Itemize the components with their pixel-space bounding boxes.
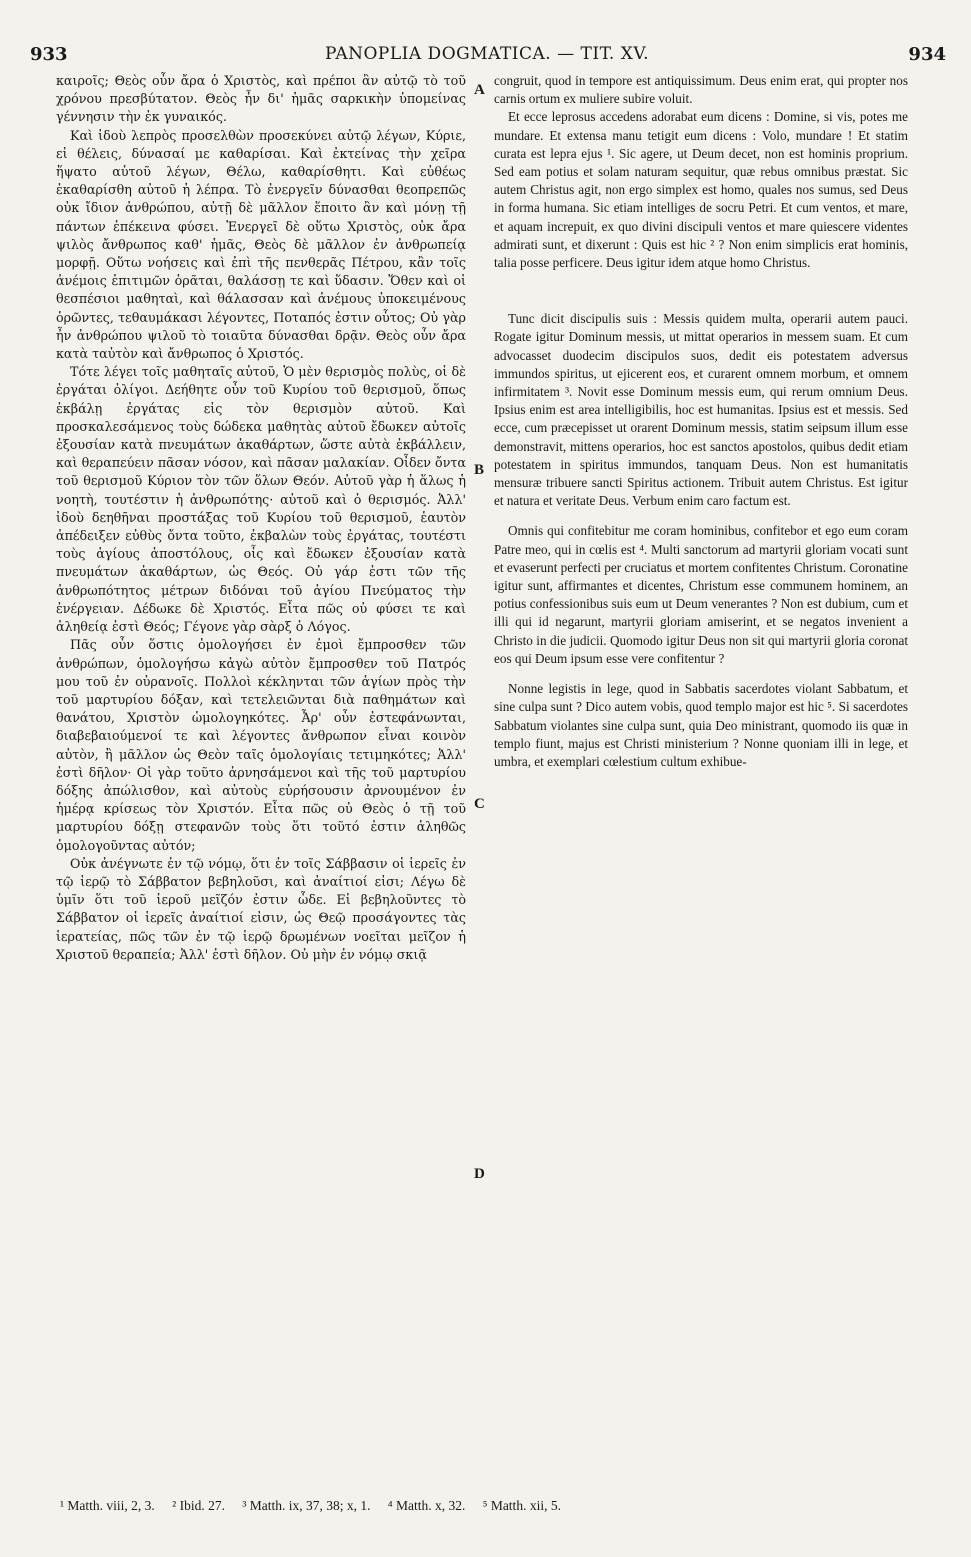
page-number-right: 934 [908,44,946,65]
footnote-5: ⁵ Matth. xii, 5. [482,1498,561,1513]
latin-paragraph-1: congruit, quod in tempore est antiquissimum. Deus enim erat, qui propter nos carnis ortum ex muliere subire voluit. [494,73,908,107]
latin-paragraph-4: Omnis qui confitebitur me coram hominibus, confitebor et ego eum coram Patre meo, qui in cœlis est ⁴. Multi sanctorum ad martyrii gloriam vocati sunt et evaserunt perfecti per cruciatus et mortem confitentes Christum. Coronatine igitur sunt, affirmantes et dicentes, Christum esse communem hominem, an potius confessionibus suis eum ut Deum venerantes ? Non est dubium, cum et illi qui id negarunt, martyrii gloriam amiserint, et se negatos invenient a Christo in die judicii. Quomodo igitur Deus non sit qui martyrii gloria coronat eos qui Deum ipsum esse vere confitentur ? [494,523,908,666]
footnote-4: ⁴ Matth. x, 32. [387,1498,466,1513]
page-header [28,44,946,70]
footnote-1: ¹ Matth. viii, 2, 3. [60,1498,155,1513]
latin-paragraph-3: Tunc dicit discipulis suis : Messis quidem multa, operarii autem pauci. Rogate igitur Dominum messis, ut mittat operarios in messem suam. Et cum advocasset duodecim discipulos suos, dedit eis potestatem adversus immundos spiritus, ut ejicerent eos, et curarent omnem morbum, et omnem infirmitatem ³. Novit esse Dominum messis eum, qui rerum omnium Deus. Ipsius enim est area intelligibilis, hoc est humanitas. Ipsius est et messis. Sed ecce, cum præcepisset ut orarent Dominum messis, statim seipsum illum esse demonstravit, mittens operarios, hoc est sanctos apostolos, quibus dedit etiam potestatem in spiritus immundos, tanquam Deus. Non est humanitatis mensuræ tribuere sancti Spiritus actionem. Tribuit autem Christus. Est igitur et natura et veritate Deus. Verbum enim caro factum est. [494,311,908,509]
margin-marker-c: C [474,796,485,812]
margin-marker-a: A [474,82,485,98]
latin-paragraph-5: Nonne legistis in lege, quod in Sabbatis sacerdotes violant Sabbatum, et sine culpa sunt ? Dico autem vobis, quod templo major est hic ⁵. Si sacerdotes Sabbatum violantes sine culpa sunt, quia Deo ministrant, quomodo iis quæ in templo fiunt, majus est Christi ministerium ? Nonne quoniam illi in lege, et umbra, et exemplari cœlestium cultum exhibue- [494,681,908,769]
footnote-3: ³ Matth. ix, 37, 38; x, 1. [242,1498,371,1513]
margin-marker-b: B [474,462,485,478]
latin-column [494,72,908,771]
greek-paragraph-4: Πᾶς οὖν ὅστις ὁμολογήσει ἐν ἐμοὶ ἔμπροσθεν τῶν ἀνθρώπων, ὁμολογήσω κἀγὼ αὐτὸν ἔμπροσθεν τοῦ Πατρός μου τοῦ ἐν οὐρανοῖς. Πολλοὶ κέκληνται τῶν ἁγίων πρὸς τὴν τοῦ μαρτυρίου δόξαν, καὶ τετελειῶνται διὰ παθημάτων καὶ θανάτου, Χριστὸν ὡμολογηκότες. Ἆρ' οὖν ἐστεφάνωνται, διαβεβαιούμενοί τε καὶ λέγοντες ἄνθρωπον εἶναι κοινὸν αὐτὸν, ἢ μᾶλλον ὡς Θεὸν ταῖς ὁμολογίαις τετιμηκότες; Ἀλλ' ἐστὶ δῆλον· Οἱ γὰρ τοῦτο ἀρνησάμενοι καὶ τῆς τοῦ μαρτυρίου δόξης ἀπώλισθον, καὶ αὐτοὺς εὑρήσουσιν ἀρνουμένον ἐν ἡμέρᾳ κρίσεως τὸν Χριστόν. Εἶτα πῶς οὐ Θεὸς ὁ τῇ τοῦ μαρτυρίου δόξῃ στεφανῶν τοὺς ὅτι τοῦτό ἐστιν ἀληθῶς ὁμολογοῦντας αὐτόν; [56,637,466,853]
greek-column [56,72,466,964]
footnotes [60,1498,940,1514]
page-number-left: 933 [30,44,68,65]
margin-marker-d: D [474,1166,485,1182]
running-title: PANOPLIA DOGMATICA. — TIT. XV. [324,44,650,64]
greek-paragraph-1: καιροῖς; Θεὸς οὖν ἄρα ὁ Χριστὸς, καὶ πρέποι ἂν αὐτῷ τὸ τοῦ χρόνου πρεσβύτατον. Θεὸς ἦν δι' ἡμᾶς σαρκικὴν ὑπομείνας γέννησιν τὴν ἐκ γυναικός. [56,73,466,125]
greek-paragraph-3: Τότε λέγει τοῖς μαθηταῖς αὐτοῦ, Ὁ μὲν θερισμὸς πολὺς, οἱ δὲ ἐργάται ὀλίγοι. Δεήθητε οὖν τοῦ Κυρίου τοῦ θερισμοῦ, ὅπως ἐκβάλῃ ἐργάτας εἰς τὸν θερισμὸν αὐτοῦ. Καὶ προσκαλεσάμενος τοὺς δώδεκα μαθητὰς αὐτοῦ ἔδωκεν αὐτοῖς ἐξουσίαν κατὰ πνευμάτων ἀκαθάρτων, ὥστε αὐτὰ ἐκβάλλειν, καὶ θεραπεύειν πᾶσαν νόσον, καὶ πᾶσαν μαλακίαν. Οἶδεν ὄντα τοῦ θερισμοῦ Κύριον τὸν τῶν ὅλων Θεόν. Αὐτοῦ γὰρ ἡ ἅλως ἡ νοητὴ, τουτέστιν ἡ ἀνθρωπότης· αὐτοῦ καὶ ὁ θερισμός. Ἀλλ' ἰδοὺ δεηθῆναι προστάξας τοῦ Κυρίου τοῦ θερισμοῦ, ἑαυτὸν ἀπέδειξεν εὐθὺς ὄντα τοῦτο, ἐκβαλὼν τοὺς ἐργάτας, τουτέστι τοὺς ἁγίους ἀποστόλους, οἷς καὶ ἔδωκεν ἐξουσίαν κατὰ πνευμάτων ἀκαθάρτων, ὡς Θεός. Οὐ γάρ ἐστι τῶν τῆς ἀνθρωπότητος μέτρων διδόναι τοῦ ἁγίου Πνεύματος τὴν ἐνέργειαν. Δέδωκε δὲ Χριστός. Εἶτα πῶς οὐ φύσει τε καὶ ἀληθείᾳ ἐστὶ Θεός; Γέγονε γὰρ σὰρξ ὁ Λόγος. [56,364,466,635]
latin-paragraph-2: Et ecce leprosus accedens adorabat eum dicens : Domine, si vis, potes me mundare. Et extensa manu tetigit eum dicens : Volo, mundare ! Et statim curata est lepra ejus ¹. Sic agere, ut Deum decet, non est hominis proprium. Sed eam potius et solam naturam sequitur, quæ rebus omnibus præstat. Sic autem Christus agit, non ergo simplex est homo, quales nos sumus, sed Deus in forma humana. Sic etiam intelliges de socru Petri. Et cum ventos, et mare, et aquam increpuit, ex quo divini discipuli ventos et mare quiescere videntes admirati sunt, et dixerunt : Quis est hic ² ? Non enim simplicis erat hominis, talia posse perficere. Deus igitur idem atque homo Christus. [494,109,908,271]
footnote-2: ² Ibid. 27. [172,1498,225,1513]
greek-paragraph-5: Οὐκ ἀνέγνωτε ἐν τῷ νόμῳ, ὅτι ἐν τοῖς Σάββασιν οἱ ἱερεῖς ἐν τῷ ἱερῷ τὸ Σάββατον βεβηλοῦσι, καὶ ἀναίτιοί εἰσι; Λέγω δὲ ὑμῖν ὅτι τοῦ ἱεροῦ μεῖζόν ἐστιν ὧδε. Εἰ βεβηλοῦντες τὸ Σάββατον οἱ ἱερεῖς ἀναίτιοί εἰσιν, ὡς Θεῷ προσάγοντες τὰς ἱερατείας, πῶς τῶν ἐν τῷ ἱερῷ δρωμένων νοεῖται μεῖζον ἡ Χριστοῦ θεραπεία; Ἀλλ' ἐστὶ δῆλον. Οὐ μὴν ἐν νόμῳ σκιᾷ [56,855,466,962]
greek-paragraph-2: Καὶ ἰδοὺ λεπρὸς προσελθὼν προσεκύνει αὐτῷ λέγων, Κύριε, εἰ θέλεις, δύνασαί με καθαρίσαι. Καὶ ἐκτείνας τὴν χεῖρα ἥψατο αὐτοῦ λέγων, Θέλω, καθαρίσθητι. Καὶ εὐθέως ἐκαθαρίσθη αὐτοῦ ἡ λέπρα. Τὸ ἐνεργεῖν δύνασθαι θεοπρεπῶς οὐκ ἴδιον ἀνθρώπου, αὐτῇ δὲ μᾶλλον ἕποιτο ἂν καὶ μόνῃ τῇ πάντων ἐπέκεινα φύσει. Ἐνεργεῖ δὲ οὕτω Χριστὸς, οὐκ ἄρα ψιλὸς ἄνθρωπος καθ' ἡμᾶς, Θεὸς δὲ μᾶλλον ἐν ἀνθρωπείᾳ μορφῇ. Οὕτω νοήσεις καὶ ἐπὶ τῆς πενθερᾶς Πέτρου, κἂν τοῖς ἀνέμοις ἐπιτιμῶν ὁρᾶται, θαλάσσῃ τε καὶ ὕδασιν. Ὅθεν καὶ οἱ θεσπέσιοι μαθηταὶ, καὶ θάλασσαν καὶ ἀνέμους ὑποκειμένους ὁρῶντες, τεθαυμάκασι λέγοντες, Ποταπός ἐστιν οὗτος; Οὐ γὰρ ἦν ἀνθρώπου ψιλοῦ τὸ τοιαῦτα δύνασθαι δρᾷν. Θεὸς οὖν ἄρα κατὰ ταὐτὸν καὶ ἄνθρωπος ὁ Χριστός. [56,127,466,362]
